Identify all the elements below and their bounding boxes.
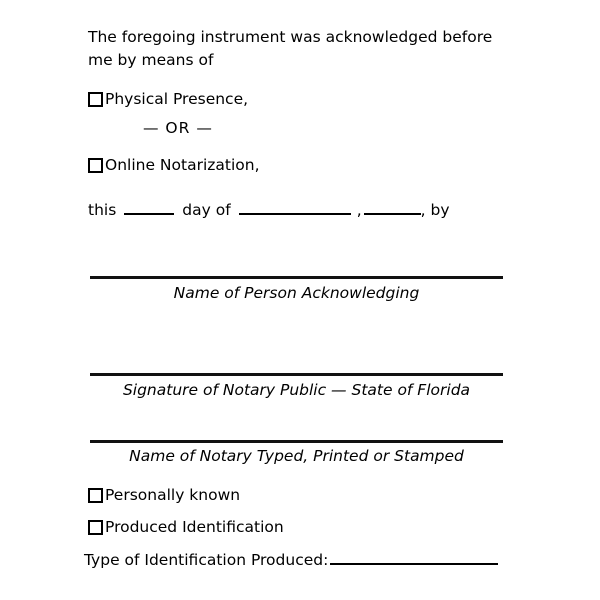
intro-text bbox=[88, 26, 528, 72]
notary-name-line[interactable] bbox=[90, 440, 503, 443]
online-notarization-label: Online Notarization, bbox=[105, 156, 260, 174]
type-of-id-row bbox=[84, 548, 498, 569]
person-acknowledging-caption: Name of Person Acknowledging bbox=[173, 284, 420, 302]
physical-presence-label: Physical Presence, bbox=[105, 90, 249, 108]
person-acknowledging-line[interactable] bbox=[90, 276, 503, 279]
date-separator: , bbox=[356, 201, 362, 219]
produced-identification-label: Produced Identification bbox=[105, 518, 284, 536]
type-of-id-label: Type of Identification Produced: bbox=[84, 551, 329, 569]
produced-identification-checkbox[interactable] bbox=[88, 520, 103, 535]
date-line bbox=[88, 198, 450, 219]
intro-line-1: The foregoing instrument was acknowledged before bbox=[88, 28, 493, 46]
date-suffix: , by bbox=[420, 201, 450, 219]
personally-known-label: Personally known bbox=[105, 486, 241, 504]
online-notarization-checkbox[interactable] bbox=[88, 158, 103, 173]
type-of-id-blank-field[interactable] bbox=[330, 548, 498, 565]
online-notarization-row bbox=[88, 156, 260, 174]
year-blank-field[interactable] bbox=[364, 198, 421, 215]
intro-line-2: me by means of bbox=[88, 51, 214, 69]
or-separator: — OR — bbox=[143, 119, 213, 137]
notary-signature-line[interactable] bbox=[90, 373, 503, 376]
day-blank-field[interactable] bbox=[124, 198, 174, 215]
month-blank-field[interactable] bbox=[239, 198, 351, 215]
produced-identification-row bbox=[88, 518, 284, 536]
notary-name-caption: Name of Notary Typed, Printed or Stamped bbox=[129, 447, 464, 465]
physical-presence-checkbox[interactable] bbox=[88, 92, 103, 107]
date-prefix: this bbox=[88, 201, 117, 219]
notary-signature-caption: Signature of Notary Public — State of Florida bbox=[122, 381, 471, 399]
date-connector: day of bbox=[182, 201, 231, 219]
personally-known-row bbox=[88, 486, 240, 504]
physical-presence-row bbox=[88, 90, 248, 108]
personally-known-checkbox[interactable] bbox=[88, 488, 103, 503]
